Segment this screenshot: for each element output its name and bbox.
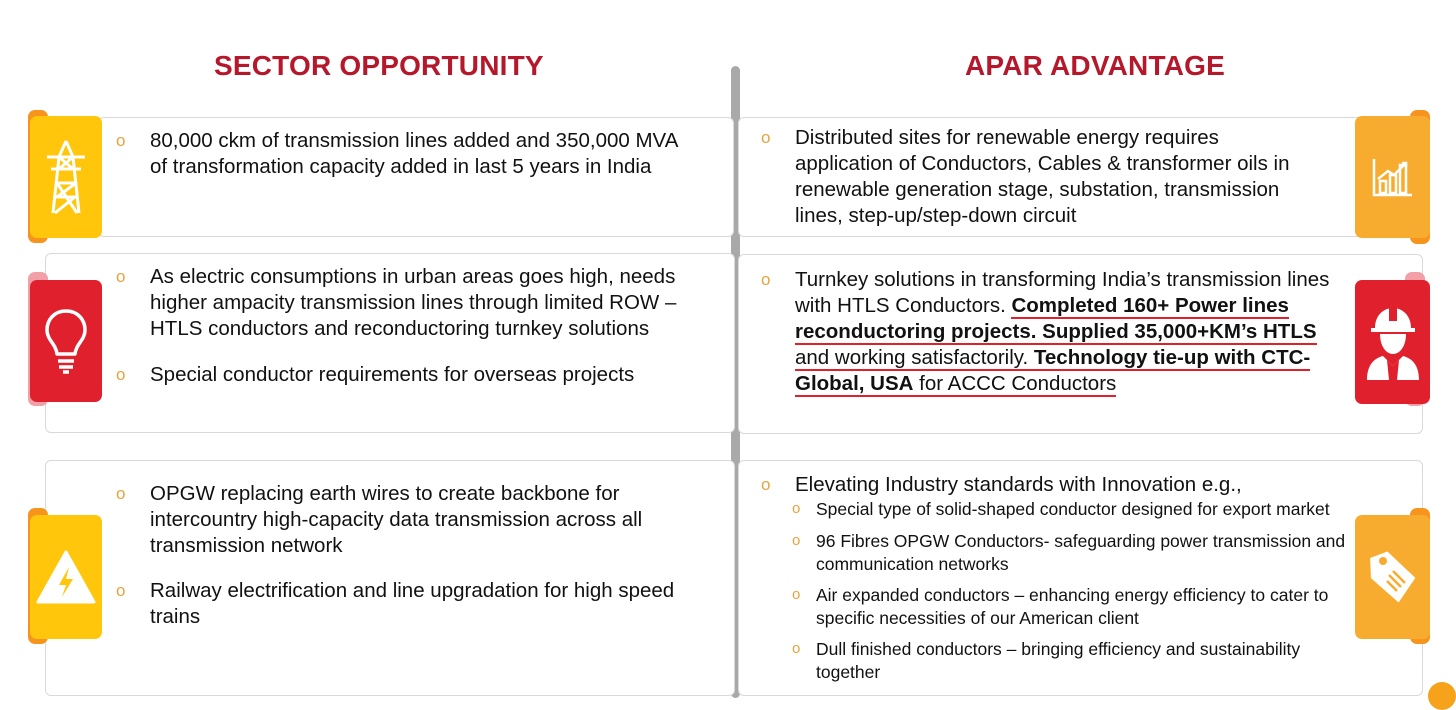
left-card-2-bullet-2: o Special conductor requirements for overseas projects bbox=[116, 363, 635, 386]
right-tab-2 bbox=[1355, 280, 1430, 404]
right-card-3-bullet-1: o Elevating Industry standards with Innovation e.g., bbox=[761, 473, 1242, 496]
right-tab-3 bbox=[1355, 515, 1430, 639]
left-card-3-bullet-1: o OPGW replacing earth wires to create backbone for intercountry high-capacity data transmission across all transmission network bbox=[116, 482, 643, 557]
high-voltage-warning-icon bbox=[35, 549, 97, 605]
right-card-3-sub-bullet-1: o Special type of solid-shaped conductor designed for export market bbox=[792, 499, 1330, 519]
corner-decoration bbox=[1428, 682, 1456, 710]
accc-conductors-text: for ACCC Conductors bbox=[913, 372, 1117, 395]
right-card-3-sub-bullet-2: o 96 Fibres OPGW Conductors- safeguarding power transmission and communication networks bbox=[792, 531, 1346, 574]
left-tab-2 bbox=[30, 280, 102, 402]
right-card-3-sub-bullet-3: o Air expanded conductors – enhancing energy efficiency to cater to specific necessities of our American client bbox=[792, 585, 1329, 628]
lightbulb-icon bbox=[43, 308, 89, 374]
left-tab-1 bbox=[30, 116, 102, 238]
ctc-global-highlight: Technology tie-up with CTC-Global, USA bbox=[795, 346, 1311, 395]
engineer-icon bbox=[1363, 304, 1423, 380]
left-card-3-bullet-2: o Railway electrification and line upgradation for high speed trains bbox=[116, 579, 675, 628]
completed-projects-highlight: Completed 160+ Power lines reconductoring projects. Supplied 35,000+KM’s HTLS bbox=[795, 294, 1317, 343]
working-satisfactorily-text: and working satisfactorily. bbox=[795, 346, 1034, 369]
bar-chart-icon bbox=[1372, 157, 1414, 197]
price-tag-icon bbox=[1367, 547, 1419, 607]
left-card-2-bullet-1: o As electric consumptions in urban areas goes high, needs higher ampacity transmission lines through limited ROW – HTLS conductors and reconductoring turnkey solutions bbox=[116, 265, 677, 340]
transmission-tower-icon bbox=[43, 139, 89, 215]
sector-opportunity-heading: SECTOR OPPORTUNITY bbox=[214, 50, 544, 81]
left-card-1-bullet-1: o 80,000 ckm of transmission lines added and 350,000 MVA of transformation capacity added in last 5 years in India bbox=[116, 129, 678, 178]
right-tab-1 bbox=[1355, 116, 1430, 238]
right-card-3-sub-bullet-4: o Dull finished conductors – bringing efficiency and sustainability together bbox=[792, 639, 1301, 682]
apar-advantage-heading: APAR ADVANTAGE bbox=[965, 50, 1225, 81]
right-card-1-bullet-1: o Distributed sites for renewable energy requires application of Conductors, Cables & transformer oils in renewable generation stage, substation, transmission lines, step-up/step-down circuit bbox=[761, 126, 1290, 227]
right-card-2-bullet-1: o Turnkey solutions in transforming India’s transmission lines with HTLS Conductors. Completed 160+ Power lines reconductoring projects. Supplied 35,000+KM’s HTLS and working satisfactorily. Technology tie-up with CTC-Global, USA for ACCC Conductors bbox=[761, 268, 1330, 395]
left-tab-3 bbox=[30, 515, 102, 639]
